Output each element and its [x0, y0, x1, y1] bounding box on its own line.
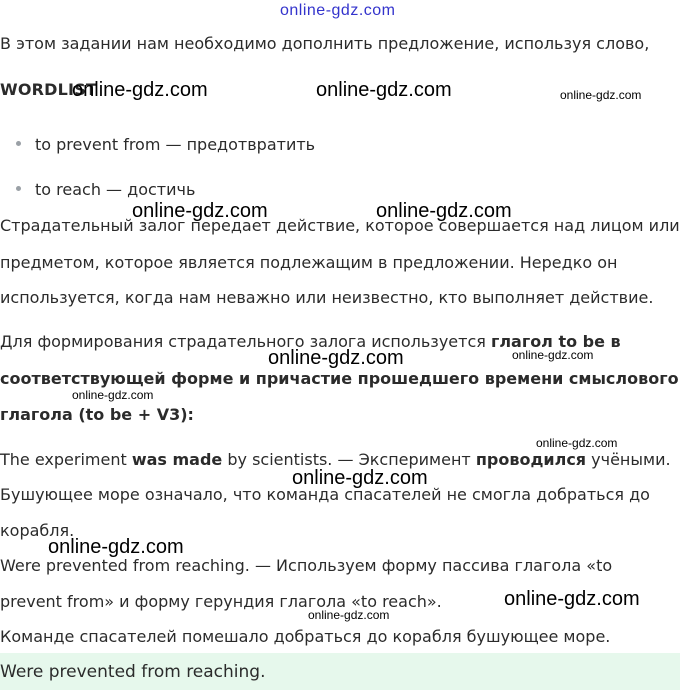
- task-line: Бушующее море означало, что команда спасателей не смогла добраться до: [0, 485, 650, 504]
- list-item-label: to reach — достичь: [35, 180, 196, 199]
- text-normal: учёными.: [586, 450, 671, 469]
- watermark-top: online-gdz.com: [280, 2, 396, 19]
- paragraph-line: используется, когда нам неважно или неизвестно, кто выполняет действие.: [0, 288, 654, 307]
- answer-text: Were prevented from reaching.: [0, 662, 266, 682]
- text-normal: The experiment: [0, 450, 132, 469]
- paragraph-line: предметом, которое является подлежащим в предложении. Нередко он: [0, 253, 618, 272]
- list-item: [16, 135, 315, 155]
- bullet-dot-icon: [16, 141, 21, 146]
- watermark: online-gdz.com: [512, 348, 594, 362]
- watermark: online-gdz.com: [72, 388, 154, 402]
- paragraph-line: [0, 405, 194, 425]
- text-normal: Для формирования страдательного залога используется: [0, 332, 491, 351]
- text-normal: by scientists. — Эксперимент: [222, 450, 476, 469]
- paragraph-line: соответствующей форме и причастие прошедшего времени смыслового: [0, 369, 679, 388]
- explanation-line: prevent from» и форму герундия глагола «to reach».: [0, 592, 442, 611]
- text-bold: was made: [131, 450, 223, 469]
- watermark: online-gdz.com: [376, 200, 512, 222]
- task-line: корабля.: [0, 521, 75, 540]
- bullet-dot-icon: [16, 186, 21, 191]
- paragraph-line: Страдательный залог передает действие, которое совершается над лицом или: [0, 216, 680, 235]
- watermark: online-gdz.com: [316, 79, 452, 101]
- watermark: online-gdz.com: [268, 347, 404, 369]
- watermark: online-gdz.com: [48, 536, 184, 558]
- list-item: [16, 180, 195, 200]
- wordlist-label: WORDLIST: [0, 80, 98, 99]
- explanation-line: Were prevented from reaching. — Используем форму пассива глагола «to: [0, 556, 613, 575]
- watermark: online-gdz.com: [72, 79, 208, 101]
- translation-line: Команде спасателей помешало добраться до корабля бушующее море.: [0, 627, 611, 646]
- watermark: online-gdz.com: [536, 436, 618, 450]
- text-normal: :: [187, 405, 194, 424]
- watermark: online-gdz.com: [560, 88, 642, 102]
- watermark: online-gdz.com: [308, 608, 390, 622]
- intro-text: В этом задании нам необходимо дополнить предложение, используя слово,: [0, 34, 650, 53]
- text-bold: проводился: [475, 450, 587, 469]
- watermark: online-gdz.com: [504, 588, 640, 610]
- text-bold: глагола (to be + V3): [0, 405, 188, 424]
- watermark: online-gdz.com: [292, 467, 428, 489]
- watermark: online-gdz.com: [132, 200, 268, 222]
- answer-box: [0, 653, 680, 690]
- list-item-label: to prevent from — предотвратить: [35, 135, 316, 154]
- text-bold: глагол to be в: [490, 332, 621, 351]
